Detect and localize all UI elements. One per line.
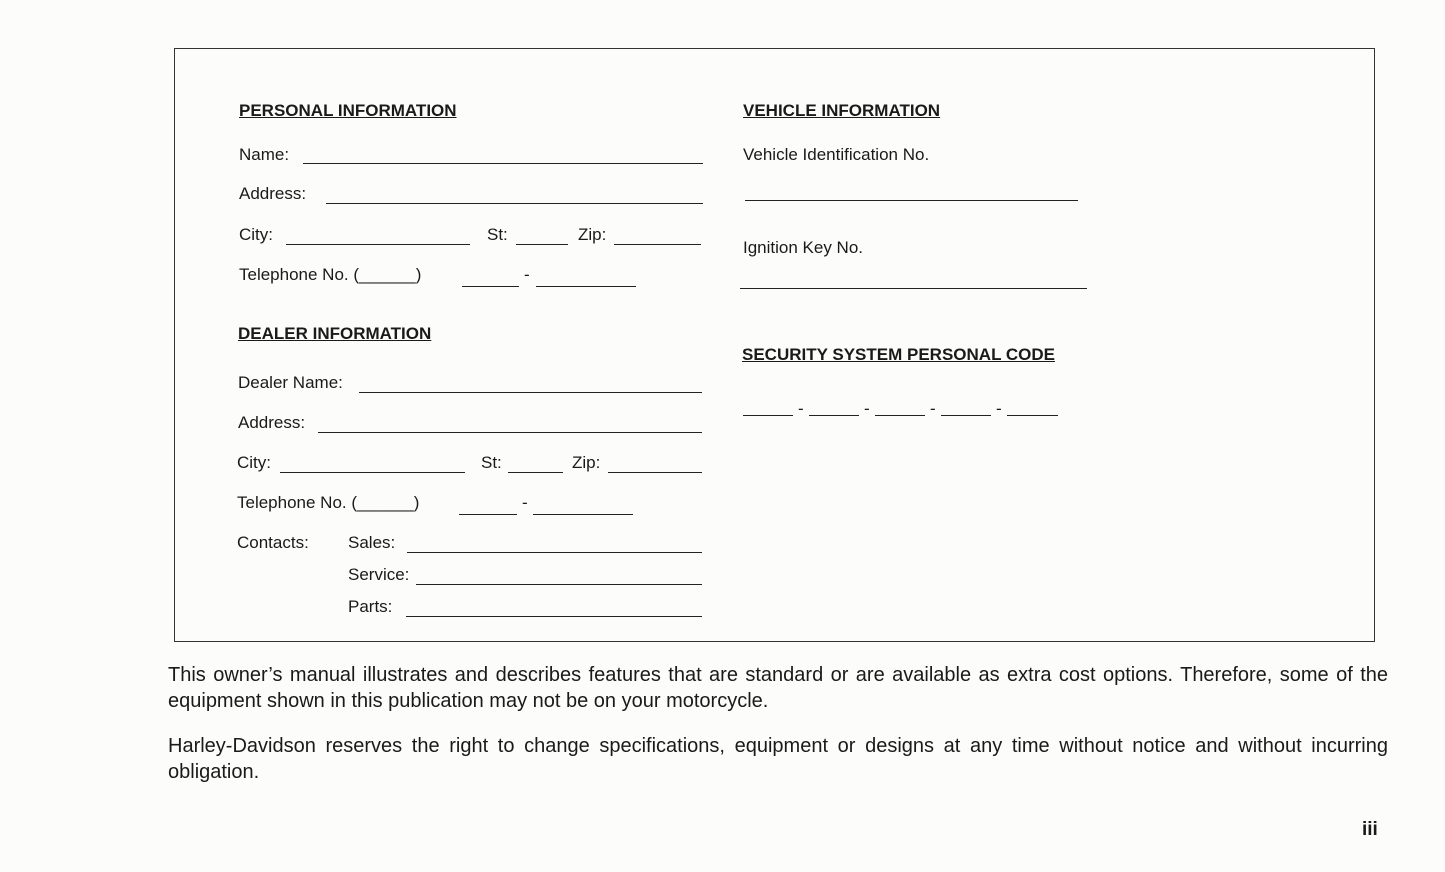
security-code-dash: -: [930, 399, 936, 418]
state-label: St:: [487, 225, 508, 244]
dealer-city-field[interactable]: [280, 472, 465, 473]
security-code-digit-1[interactable]: [743, 415, 793, 416]
equipment-note: This owner’s manual illustrates and describes features that are standard or are available as extra cost options. Therefore, some of the equipment shown in this publication may not be on your motorcycle.: [168, 664, 1388, 712]
personal-info-heading: PERSONAL INFORMATION: [239, 101, 457, 120]
parts-label: Parts:: [348, 597, 393, 616]
dealer-name-field[interactable]: [359, 392, 702, 393]
name-label: Name:: [239, 145, 290, 164]
dealer-zip-label: Zip:: [572, 453, 601, 472]
security-code-dash: -: [996, 399, 1002, 418]
security-code-digit-3[interactable]: [875, 415, 925, 416]
rights-note: Harley-Davidson reserves the right to change specifications, equipment or designs at any time without notice and without incurring obligation.: [168, 735, 1388, 783]
security-code-heading: SECURITY SYSTEM PERSONAL CODE: [742, 345, 1055, 364]
dealer-name-label: Dealer Name:: [238, 373, 343, 392]
address-field[interactable]: [326, 203, 703, 204]
security-code-digit-4[interactable]: [941, 415, 991, 416]
telephone-label: Telephone No. (______): [239, 265, 422, 284]
dealer-telephone-label: Telephone No. (______): [237, 493, 420, 512]
security-code-digit-2[interactable]: [809, 415, 859, 416]
dealer-telephone-line-field[interactable]: [533, 514, 633, 515]
page-number: iii: [1362, 819, 1378, 840]
name-field[interactable]: [303, 163, 703, 164]
dealer-info-heading: DEALER INFORMATION: [238, 324, 432, 343]
state-field[interactable]: [516, 244, 568, 245]
vin-field[interactable]: [745, 200, 1078, 201]
sales-field[interactable]: [407, 552, 702, 553]
parts-field[interactable]: [406, 616, 702, 617]
vehicle-info-heading: VEHICLE INFORMATION: [743, 101, 941, 120]
telephone-dash: -: [524, 265, 530, 284]
sales-label: Sales:: [348, 533, 396, 552]
dealer-address-field[interactable]: [318, 432, 702, 433]
ignition-key-label: Ignition Key No.: [743, 238, 864, 257]
security-code-dash: -: [798, 399, 804, 418]
address-label: Address:: [239, 184, 307, 203]
city-label: City:: [239, 225, 273, 244]
dealer-telephone-dash: -: [522, 493, 528, 512]
ignition-key-field[interactable]: [740, 288, 1087, 289]
vin-label: Vehicle Identification No.: [743, 145, 930, 164]
security-code-dash: -: [864, 399, 870, 418]
dealer-state-field[interactable]: [508, 472, 563, 473]
dealer-city-label: City:: [237, 453, 271, 472]
dealer-address-label: Address:: [238, 413, 306, 432]
dealer-telephone-prefix-field[interactable]: [459, 514, 517, 515]
dealer-zip-field[interactable]: [608, 472, 702, 473]
service-field[interactable]: [416, 584, 702, 585]
telephone-line-field[interactable]: [536, 286, 636, 287]
security-code-digit-5[interactable]: [1007, 415, 1058, 416]
service-label: Service:: [348, 565, 410, 584]
zip-label: Zip:: [578, 225, 607, 244]
city-field[interactable]: [286, 244, 470, 245]
dealer-state-label: St:: [481, 453, 502, 472]
telephone-prefix-field[interactable]: [462, 286, 519, 287]
zip-field[interactable]: [614, 244, 701, 245]
contacts-label: Contacts:: [237, 533, 309, 552]
